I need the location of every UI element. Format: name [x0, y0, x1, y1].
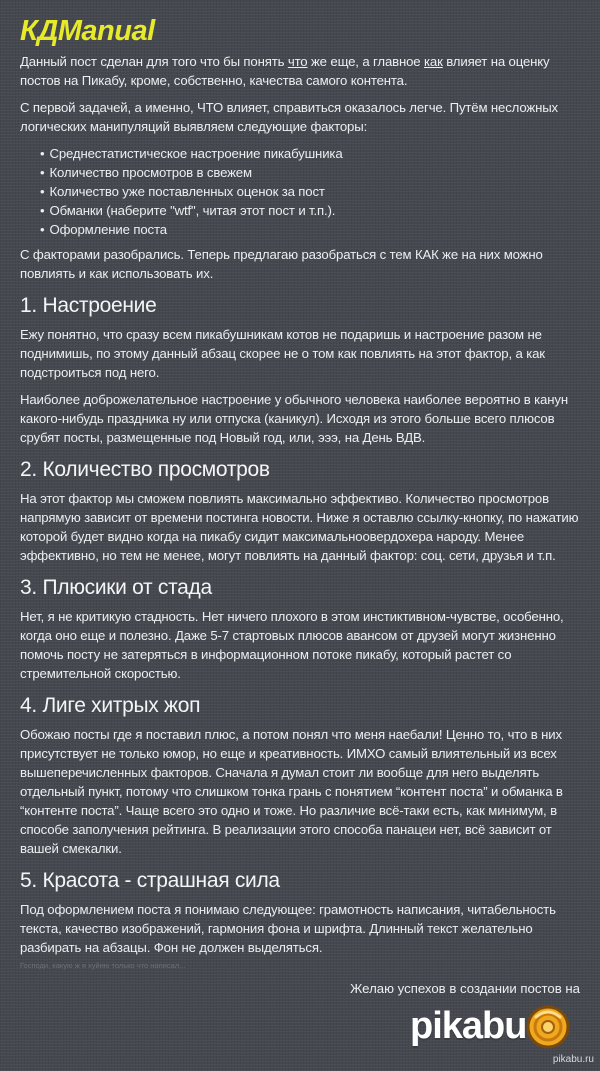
intro-text-1: Данный пост сделан для того что бы понять	[20, 54, 288, 69]
intro-text-3: влияет на оценку постов на Пикабу, кроме, собственно, качества самого контента.	[20, 54, 550, 88]
underlined-what: что	[287, 54, 308, 69]
list-item: • Количество уже поставленных оценок за пост	[40, 182, 580, 201]
section-paragraph: Нет, я не критикую стадность. Нет ничего плохого в этом инстиктивном-чувстве, особенно, когда оно еще и полезно. Даже 5-7 стартовых плюсов авансом от друзей могут жизненно помочь посту не затеряться в информационном потоке пикабу, который растет со стремительной скоростью.	[20, 609, 564, 681]
section-heading-views: 2. Количество просмотров	[20, 458, 270, 481]
pikabu-disc-icon	[524, 1003, 572, 1051]
section-heading-beauty: 5. Красота - страшная сила	[20, 869, 280, 892]
list-item: • Обманки (наберите "wtf", читая этот пост и т.п.).	[40, 201, 580, 220]
section-paragraph: Наиболее доброжелательное настроение у обычного человека наиболее вероятно в канун какого-нибудь праздника ну или отпуска (каникул). Исходя из этого больше всего плюсов срубят посты, размещенные под Новый год, или, эээ, на День ВДВ.	[20, 392, 568, 445]
intro-paragraph-3: С факторами разобрались. Теперь предлагаю разобраться с тем КАК же на них можно повлиять и как использовать их.	[20, 247, 543, 281]
section-paragraph: Под оформлением поста я понимаю следующее: грамотность написания, читабельность текста, качество изображений, гармония фона и шрифта. Длинный текст желательно разбирать на абзацы. Фон не должен выделяться.	[20, 902, 556, 955]
section-heading-mood: 1. Настроение	[20, 294, 157, 317]
logo-text: pikabu	[410, 1005, 527, 1047]
underlined-how: как	[424, 54, 443, 69]
section-paragraph: Обожаю посты где я поставил плюс, а потом понял что меня наебали! Ценно то, что в них присутствует не только юмор, но еще и креативность. ИМХО самый влиятельный из всех вышеперечисленных факторов. Сначала я думал стоит ли вообще для него выделять отдельный пункт, потому что слишком тонка грань с понятием “контент поста” и обманка в “контенте поста”. Чаще всего это одно и тоже. Но различие всё-таки есть, как минимум, в способе заполучения рейтинга. В реализации этого способа панацеи нет, всё зависит от вашей смекалки.	[20, 727, 563, 856]
section-heading-herd-pluses: 3. Плюсики от стада	[20, 576, 212, 599]
factors-list	[20, 144, 580, 239]
section-paragraph: Ежу понятно, что сразу всем пикабушникам котов не подаришь и настроение разом не поднимишь, по этому данный абзац скорее не о том как повлиять на этот фактор, а как подстроиться под него.	[20, 327, 545, 380]
intro-paragraph-1	[20, 52, 580, 90]
post-title: КДManual	[20, 15, 155, 47]
section-heading-tricksters: 4. Лиге хитрых жоп	[20, 694, 201, 717]
intro-text-2: же еще, а главное	[307, 54, 425, 69]
closing-line: Желаю успехов в создании постов на	[350, 981, 580, 996]
hidden-caption: Господи, какую ж я хуйню только что написал...	[20, 961, 186, 970]
list-item: • Оформление поста	[40, 220, 580, 239]
list-item: • Количество просмотров в свежем	[40, 163, 580, 182]
pikabu-logo	[410, 1003, 580, 1051]
section-paragraph: На этот фактор мы сможем повлиять максимально эффективо. Количество просмотров напрямую зависит от времени постинга новости. Ниже я оставлю ссылку-кнопку, по нажатию которой будет видно когда на пикабу сидит максимальноовердохера народу. Менее эффективно, но тем не менее, могут повлиять на данный фактор: соц. сети, друзья и т.п.	[20, 491, 579, 563]
intro-paragraph-2: С первой задачей, а именно, ЧТО влияет, справиться оказалось легче. Путём несложных логических манипуляций выявляем следующие факторы:	[20, 100, 558, 134]
site-watermark: pikabu.ru	[552, 1054, 594, 1065]
list-item: • Среднестатистическое настроение пикабушника	[40, 144, 580, 163]
